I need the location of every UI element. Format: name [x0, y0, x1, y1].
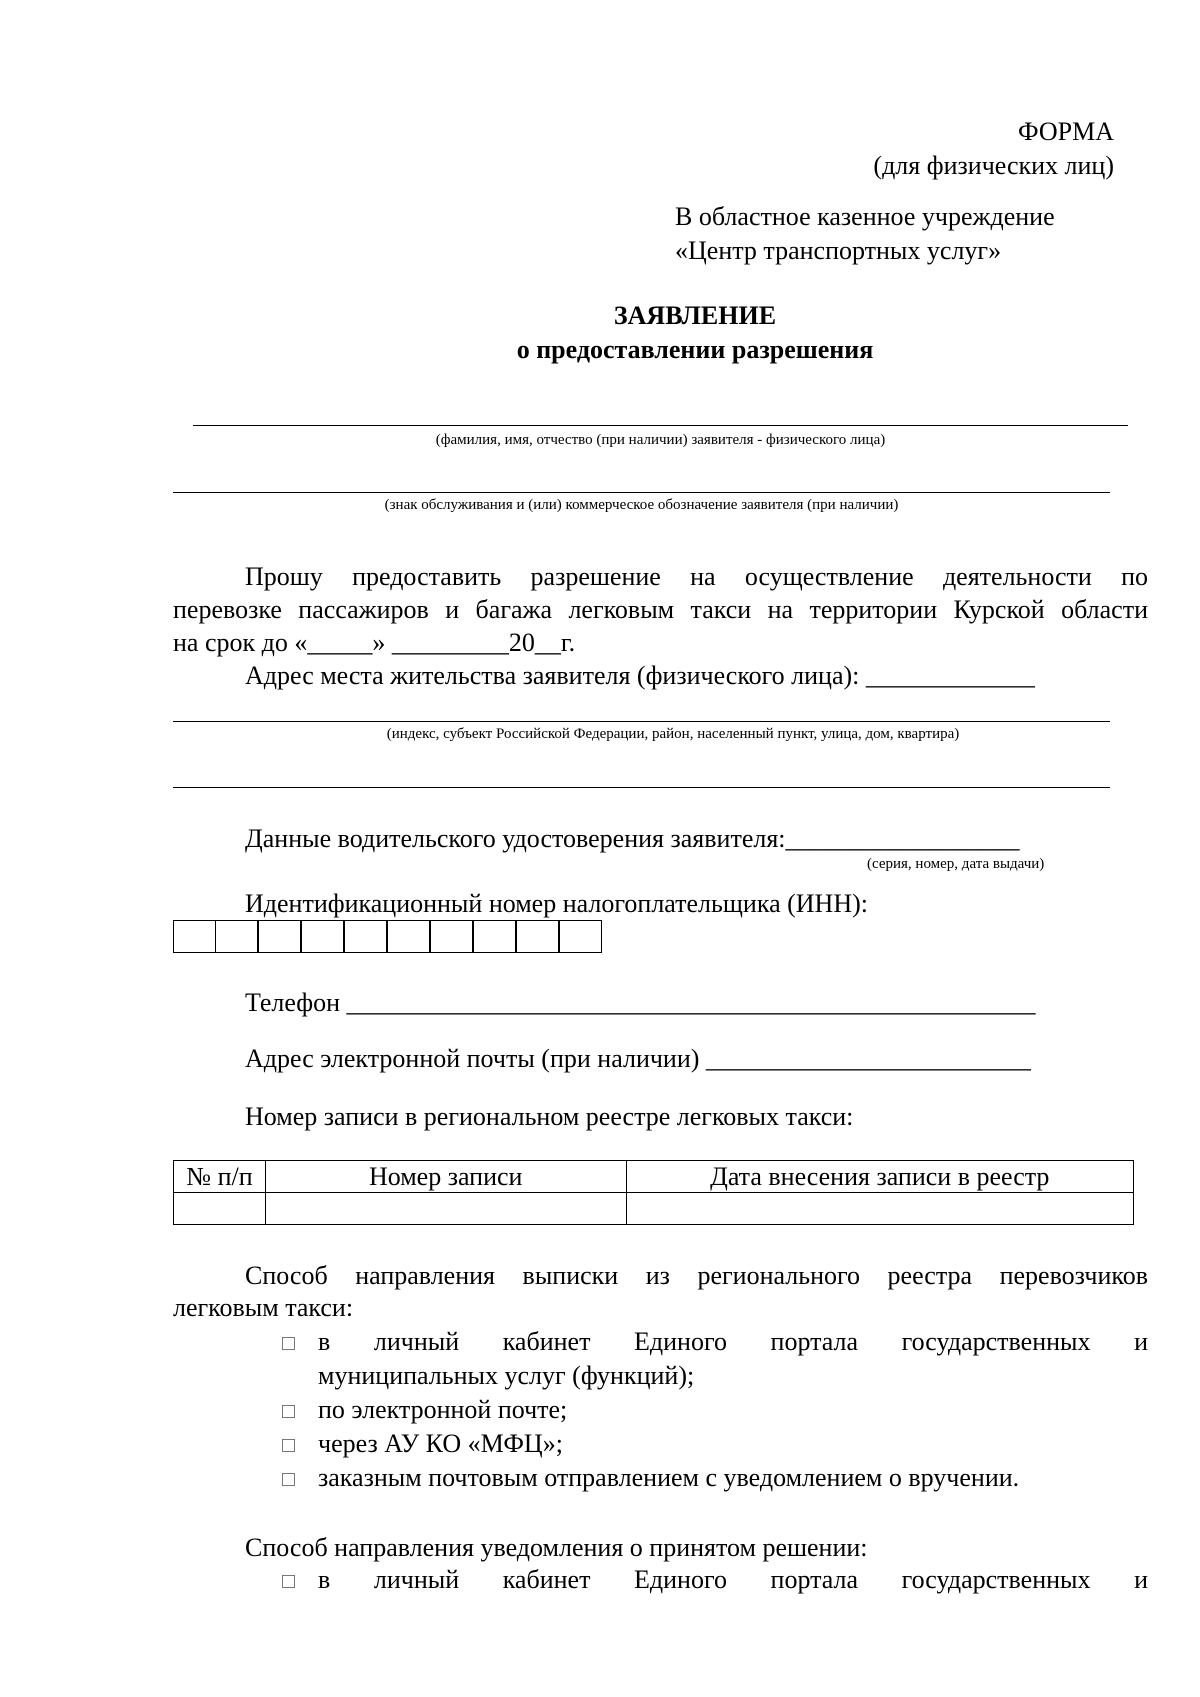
inn-cell[interactable]: [516, 920, 559, 953]
table-row: [174, 1193, 1134, 1225]
header-record-number: Номер записи: [265, 1161, 626, 1193]
address-line-1[interactable]: [173, 721, 1110, 722]
brand-line[interactable]: [173, 492, 1110, 493]
registry-label: Номер записи в региональном реестре легковых такси:: [245, 1102, 854, 1131]
extract-option-3-checkbox[interactable]: [282, 1439, 295, 1452]
extract-option-2-label: по электронной почте;: [318, 1395, 568, 1424]
table-cell[interactable]: [626, 1193, 1133, 1225]
document-title: ЗАЯВЛЕНИЕ: [613, 301, 777, 330]
notice-intro: Способ направления уведомления о принятом решении:: [245, 1533, 868, 1562]
address-caption: (индекс, субъект Российской Федерации, район, населенный пункт, улица, дом, квартира): [386, 726, 960, 742]
table-header-row: [174, 1161, 1134, 1193]
table-cell[interactable]: [265, 1193, 626, 1225]
inn-cell[interactable]: [559, 920, 602, 953]
request-line-1: Прошу предоставить разрешение на осуществление деятельности по: [245, 562, 1148, 591]
inn-cell[interactable]: [173, 920, 216, 953]
address-line-2[interactable]: [173, 787, 1110, 788]
inn-cell[interactable]: [215, 920, 258, 953]
license-label: Данные водительского удостоверения заявителя:__________________: [245, 824, 1020, 853]
request-line-3: на срок до «_____» _________20__г.: [173, 628, 576, 657]
request-line-2: перевозке пассажиров и багажа легковым такси на территории Курской области: [173, 595, 1148, 624]
extract-option-1-line-2: муниципальных услуг (функций);: [318, 1361, 695, 1390]
extract-intro-line-1: Способ направления выписки из регионального реестра перевозчиков: [245, 1261, 1148, 1290]
extract-option-2-checkbox[interactable]: [282, 1405, 295, 1418]
extract-option-3-label: через АУ КО «МФЦ»;: [318, 1429, 563, 1458]
extract-option-4-label: заказным почтовым отправлением с уведомлением о вручении.: [318, 1463, 1020, 1492]
header-number: № п/п: [174, 1161, 266, 1193]
registry-table: [173, 1160, 1134, 1225]
inn-cell[interactable]: [344, 920, 387, 953]
header-record-date: Дата внесения записи в реестр: [626, 1161, 1133, 1193]
extract-intro-line-2: легковым такси:: [173, 1293, 354, 1322]
extract-option-1-checkbox[interactable]: [282, 1337, 295, 1350]
addressee-line-1: В областное казенное учреждение: [675, 202, 1055, 231]
inn-input-grid[interactable]: [173, 920, 603, 953]
fio-caption: (фамилия, имя, отчество (при наличии) заявителя - физического лица): [435, 432, 886, 448]
inn-cell[interactable]: [473, 920, 516, 953]
inn-cell[interactable]: [430, 920, 473, 953]
extract-option-4-checkbox[interactable]: [282, 1473, 295, 1486]
address-label: Адрес места жительства заявителя (физического лица): _____________: [245, 661, 1035, 690]
addressee-line-2: «Центр транспортных услуг»: [675, 236, 1002, 265]
document-subtitle: о предоставлении разрешения: [516, 335, 874, 364]
notice-option-1-line-1: в личный кабинет Единого портала государственных и: [318, 1565, 1148, 1594]
inn-label: Идентификационный номер налогоплательщика (ИНН):: [245, 889, 868, 918]
inn-cell[interactable]: [301, 920, 344, 953]
table-cell[interactable]: [174, 1193, 266, 1225]
form-label: ФОРМА: [1018, 117, 1114, 146]
license-caption: (серия, номер, дата выдачи): [867, 856, 1045, 872]
inn-cell[interactable]: [387, 920, 430, 953]
notice-option-1-checkbox[interactable]: [282, 1575, 295, 1588]
extract-option-1-line-1: в личный кабинет Единого портала государственных и: [318, 1327, 1148, 1356]
form-subtitle: (для физических лиц): [873, 151, 1114, 180]
phone-label: Телефон _____________________________________________________: [245, 988, 1036, 1017]
inn-cell[interactable]: [258, 920, 301, 953]
email-label: Адрес электронной почты (при наличии) _________________________: [245, 1044, 1031, 1073]
fio-line[interactable]: [193, 425, 1128, 426]
brand-caption: (знак обслуживания и (или) коммерческое обозначение заявителя (при наличии): [384, 497, 899, 513]
